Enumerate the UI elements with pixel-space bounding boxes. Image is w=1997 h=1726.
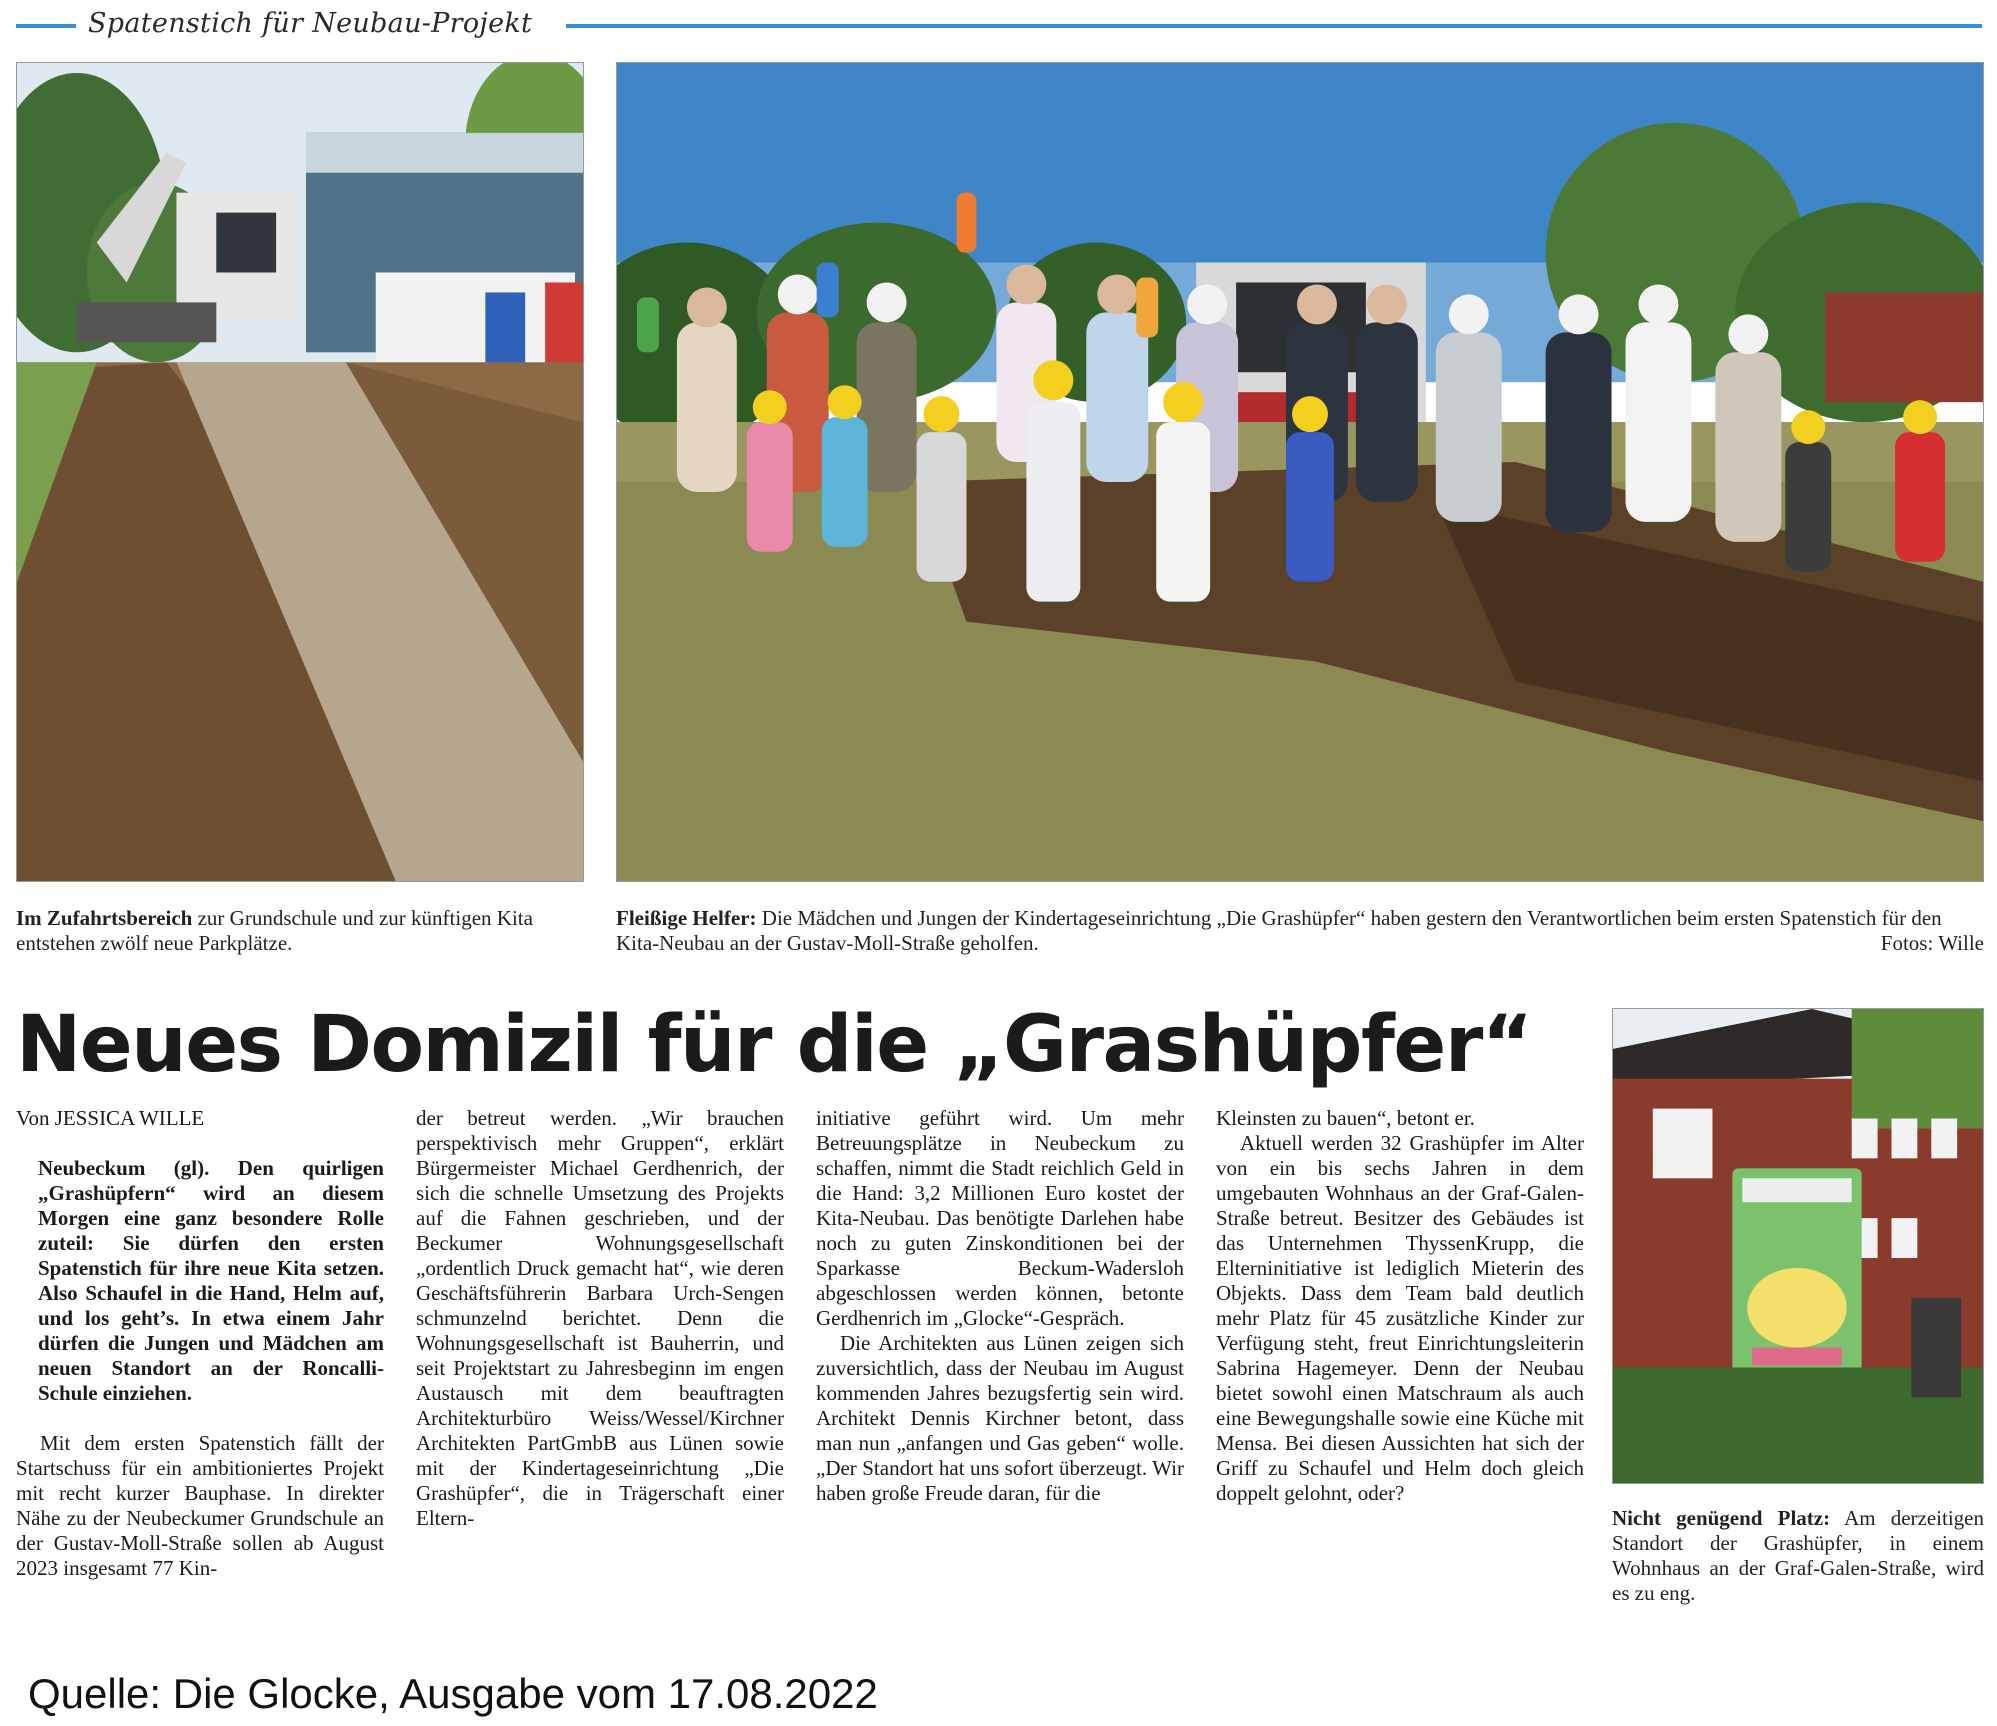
caption-right-text: Am derzeitigen Standort der Grashüpfer, in einem Wohnhaus an der Graf-Galen-Straße, wird es zu eng.: [1612, 1506, 1985, 1605]
article-column-3: [816, 1106, 1184, 1506]
article-paragraph-2-end: Kleinsten zu bauen“, betont er.: [1216, 1106, 1475, 1130]
article-column-4: [1216, 1106, 1584, 1506]
kicker-title: Spatenstich für Neubau-Projekt: [88, 8, 533, 39]
article-lead: Neubeckum (gl). Den quirligen „Grashüpfern“ wird an diesem Morgen eine ganz besondere Rolle zuteil: Sie dürfen den ersten Spatenstich für ihre neue Kita setzen. Also Schaufel in die Hand, Helm auf, und los geht’s. In etwa einem Jahr dürfen die Jungen und Mädchen am neuen Standort an der Roncalli-Schule einziehen.: [38, 1156, 384, 1405]
building-photo-image: [1613, 1009, 1983, 1483]
byline: Von JESSICA WILLE: [16, 1106, 205, 1130]
group-photo-image: [617, 63, 1983, 881]
article-column-1: [16, 1156, 384, 1581]
headline: Neues Domizil für die „Grashüpfer“: [16, 1000, 1532, 1090]
photo-credit: Fotos: Wille: [1880, 931, 1984, 955]
article-paragraph-1-end: initiative geführt wird. Um mehr Betreuungsplätze in Neubeckum zu schaffen, nimmt die Stadt reichlich Geld in die Hand: 3,2 Millionen Euro kostet der Kita-Neubau. Das benötigte Darlehen habe noch zu guten Zinskonditionen bei der Sparkasse Beckum-Wadersloh abgeschlossen werden können, betonte Gerdhenrich im „Glocke“-Gespräch.: [816, 1106, 1184, 1330]
building-photo: [1612, 1008, 1984, 1484]
article-paragraph-3: Aktuell werden 32 Grashüpfer im Alter von ein bis sechs Jahren in dem umgebauten Wohnhaus an der Graf-Galen-Straße betreut. Besitzer des Gebäudes ist das Unternehmen ThyssenKrupp, die Elterninitiative ist lediglich Mieterin des Objekts. Dass dem Team bald deutlich mehr Platz für 45 zusätzliche Kinder zur Verfügung steht, freut Einrichtungsleiterin Sabrina Hagemeyer. Denn der Neubau bietet sowohl einen Matschraum als auch eine Bewegungshalle sowie eine Küche mit Mensa. Bei diesen Aussichten hat sich der Griff zu Schaufel und Helm doch gleich doppelt gelohnt, oder?: [1216, 1131, 1584, 1505]
caption-main-text: Die Mädchen und Jungen der Kindertageseinrichtung „Die Grashüpfer“ haben gestern den Verantwortlichen beim ersten Spatenstich für den Kita-Neubau an der Gustav-Moll-Straße geholfen.: [616, 906, 1942, 955]
article-paragraph-1-cont: der betreut werden. „Wir brauchen perspektivisch mehr Gruppen“, erklärt Bürgermeister Michael Gerdhenrich, der sich die schnelle Umsetzung des Projekts auf die Fahnen geschrieben, und der Beckumer Wohnungsgesellschaft „ordentlich Druck gemacht hat“, wie deren Geschäftsführerin Barbara Urch-Sengen schmunzelnd berichtet. Denn die Wohnungsgesellschaft ist Bauherrin, und seit Projektstart zu Jahresbeginn im engen Austausch mit dem beauftragten Architekturbüro Weiss/Wessel/Kirchner Architekten PartGmbB aus Lünen sowie mit der Kindertageseinrichtung „Die Grashüpfer“, die in Trägerschaft einer Eltern-: [416, 1106, 784, 1530]
article-column-2: [416, 1106, 784, 1531]
caption-right: [1612, 1506, 1984, 1606]
caption-left-bold: Im Zufahrtsbereich: [16, 906, 193, 930]
kicker-rule-right: [566, 24, 1982, 28]
caption-left-text: zur Grundschule und zur künftigen Kita entstehen zwölf neue Parkplätze.: [16, 906, 533, 955]
caption-right-bold: Nicht genügend Platz:: [1612, 1506, 1831, 1530]
source-note: Quelle: Die Glocke, Ausgabe vom 17.08.2022: [28, 1670, 878, 1717]
caption-main: [616, 906, 1984, 956]
construction-photo: [16, 62, 584, 882]
caption-left: [16, 906, 584, 956]
article-paragraph-2: Die Architekten aus Lünen zeigen sich zuversichtlich, dass der Neubau im August kommenden Jahres bezugsfertig sein wird. Architekt Dennis Kirchner betont, dass man nun „anfangen und Gas geben“ wolle. „Der Standort hat uns sofort überzeugt. Wir haben große Freude daran, für die: [816, 1331, 1184, 1505]
caption-main-bold: Fleißige Helfer:: [616, 906, 757, 930]
group-photo: [616, 62, 1984, 882]
article-paragraph-1: Mit dem ersten Spatenstich fällt der Startschuss für ein ambitioniertes Projekt mit recht kurzer Bauphase. In direkter Nähe zu der Neubeckumer Grundschule an der Gustav-Moll-Straße sollen ab August 2023 insgesamt 77 Kin-: [16, 1431, 384, 1580]
kicker-rule-left: [16, 24, 76, 28]
construction-photo-image: [17, 63, 583, 881]
